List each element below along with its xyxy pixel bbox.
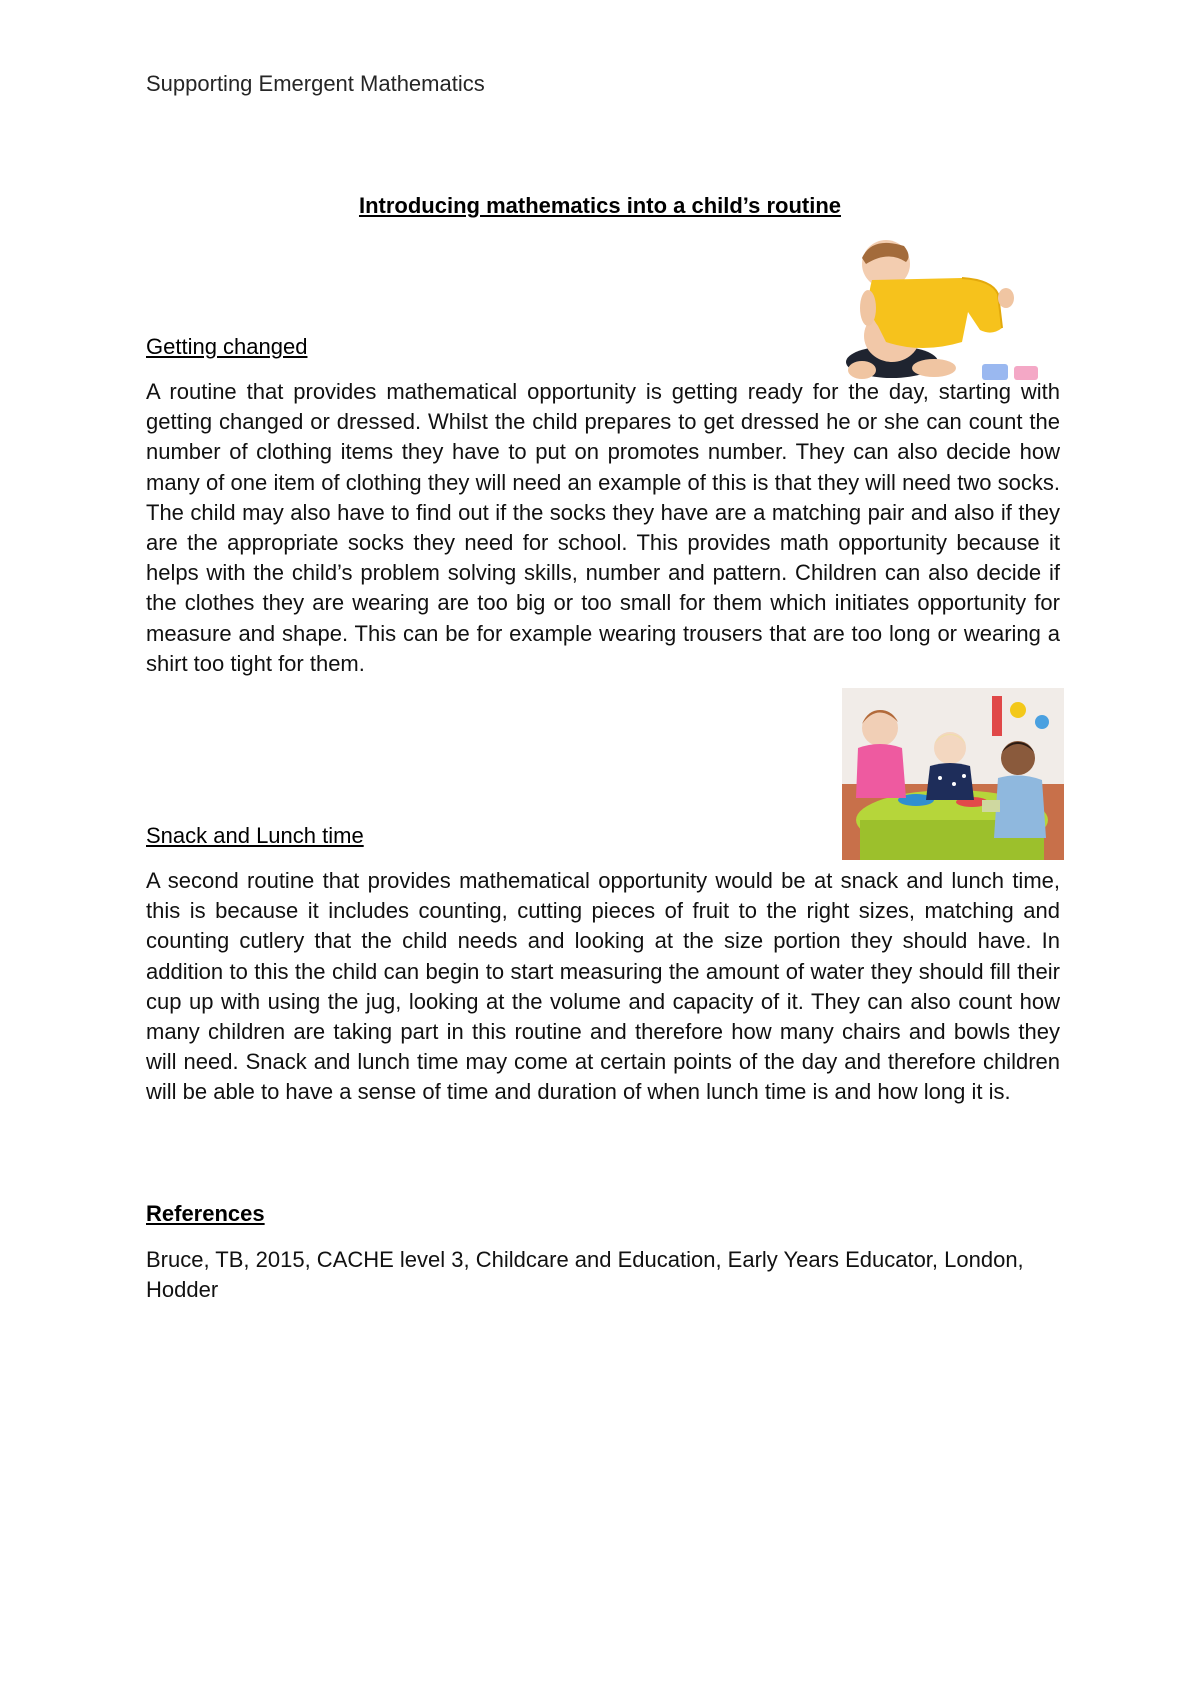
reference-entry: Bruce, TB, 2015, CACHE level 3, Childcare and Education, Early Years Educator, London, Hodder — [146, 1247, 1024, 1302]
document-title: Introducing mathematics into a child’s routine — [358, 193, 841, 218]
running-header: Supporting Emergent Mathematics — [146, 71, 485, 96]
children-snack-illustration — [842, 688, 1064, 860]
child-dressing-illustration — [842, 238, 1064, 380]
section-body-getting-changed: A routine that provides mathematical opportunity is getting ready for the day, starting with getting changed or dressed. Whilst the child prepares to get dressed he or she can count the number of clothing items they have to put on promotes number. They can also decide how many of one item of clothing they will need an example of this is that they will need two socks. The child may also have to find out if the socks they have are a matching pair and also if they are the appropriate socks they need for school. This provides math opportunity because it helps with the child’s problem solving skills, number and pattern. Children can also decide if the clothes they are wearing are too big or too small for them which initiates opportunity for measure and shape. This can be for example wearing trousers that are too long or wearing a shirt too tight for them. — [146, 379, 1060, 676]
references-heading: References — [146, 1201, 265, 1226]
section-heading-snack-lunch: Snack and Lunch time — [146, 823, 364, 848]
section-body-snack-lunch: A second routine that provides mathematical opportunity would be at snack and lunch time, this is because it includes counting, cutting pieces of fruit to the right sizes, matching and counting cutlery that the child needs and looking at the size portion they should have. In addition to this the child can begin to start measuring the amount of water they should fill their cup up with using the jug, looking at the volume and capacity of it. They can also count how many children are taking part in this routine and therefore how many chairs and bowls they will need. Snack and lunch time may come at certain points of the day and therefore children will be able to have a sense of time and duration of when lunch time is and how long it is. — [146, 868, 1060, 1105]
child-dressing-photo — [842, 238, 1064, 380]
children-snack-photo — [842, 688, 1064, 860]
section-heading-getting-changed: Getting changed — [146, 334, 308, 359]
